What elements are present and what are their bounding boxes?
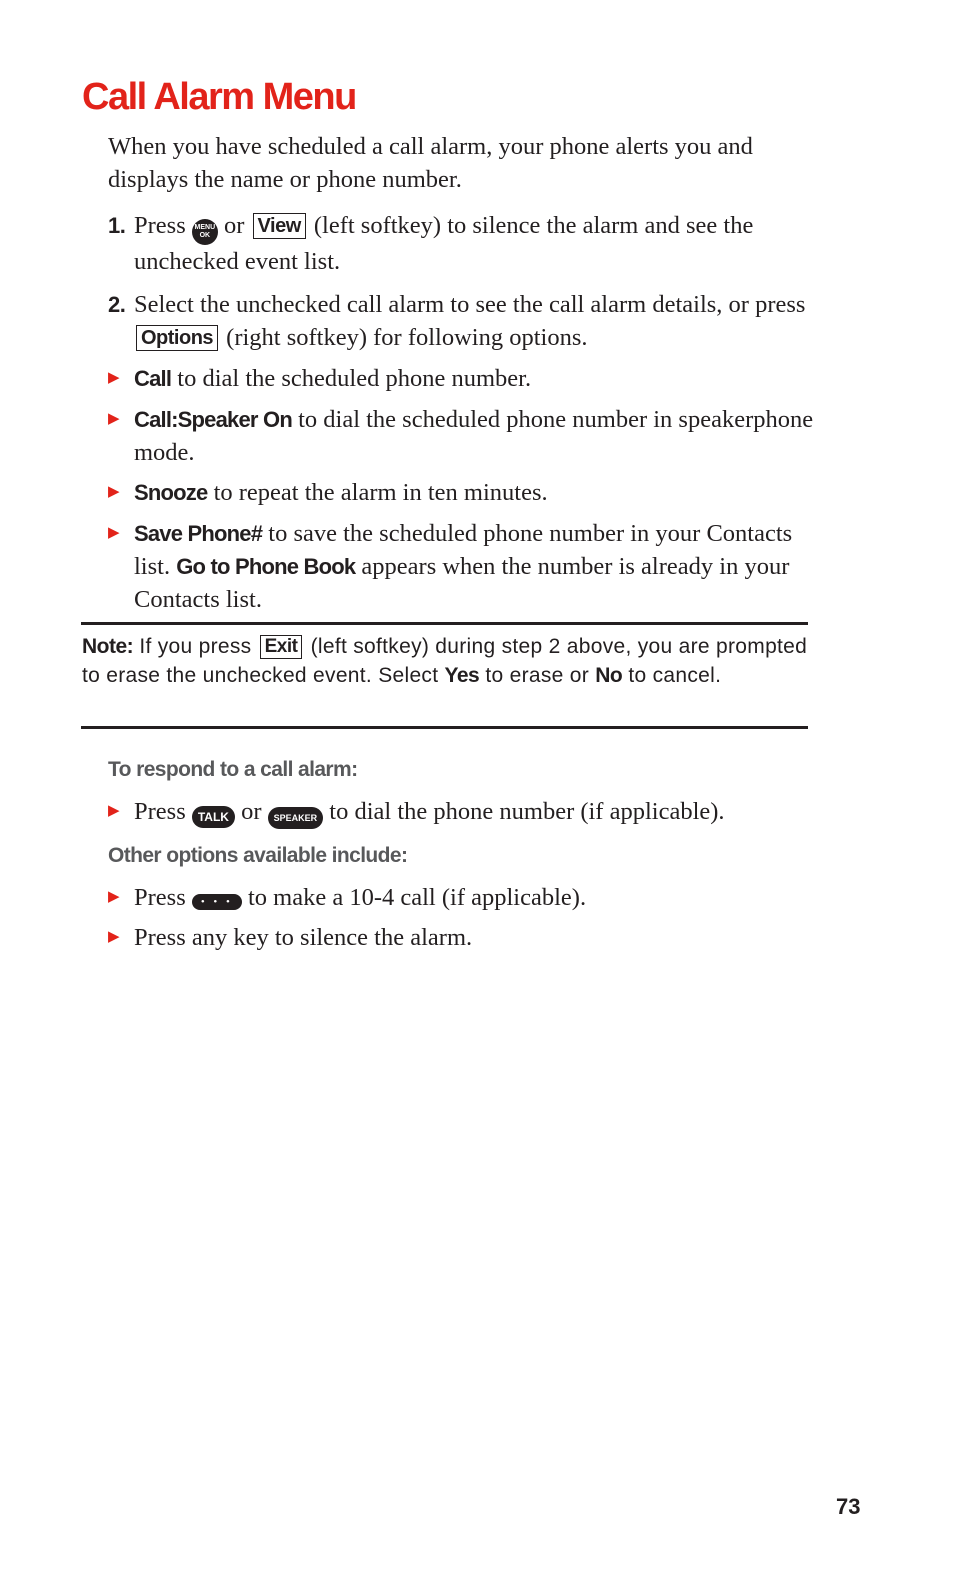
other-option-10-4: ▶ Press • • • to make a 10-4 call (if applicable). (108, 881, 818, 914)
option-save-phone: ▶ Save Phone# to save the scheduled phone number in your Contacts list. Go to Phone Book appears when the number is already in your Contacts list. (108, 517, 818, 616)
other-options-heading: Other options available include: (108, 844, 408, 867)
note-bottom-rule (81, 726, 808, 729)
step-1 (108, 209, 818, 278)
talk-key-icon: TALK (192, 806, 235, 828)
option-keyword: Call:Speaker On (134, 407, 292, 432)
option-snooze: ▶ Snooze to repeat the alarm in ten minutes. (108, 476, 818, 509)
note-no: No (595, 664, 623, 687)
softkey-view: View (253, 213, 306, 239)
option-call-speaker-on: ▶ Call:Speaker On to dial the scheduled phone number in speakerphone mode. (108, 403, 818, 469)
note-label: Note: (82, 635, 134, 658)
bullet-arrow-icon: ▶ (108, 411, 120, 427)
option-keyword: Call (134, 366, 172, 391)
intro-paragraph: When you have scheduled a call alarm, your phone alerts you and displays the name or phone number. (108, 133, 753, 193)
softkey-exit: Exit (260, 635, 303, 659)
speaker-key-icon: SPEAKER (268, 807, 324, 829)
note-top-rule (81, 622, 808, 625)
bullet-arrow-icon: ▶ (108, 525, 120, 541)
step-number: 2. (108, 292, 126, 317)
step-2 (108, 288, 818, 354)
note-yes: Yes (444, 664, 480, 687)
other-option-silence: ▶ Press any key to silence the alarm. (108, 921, 818, 954)
step-number: 1. (108, 213, 126, 238)
ptt-key-icon: • • • (192, 894, 242, 910)
bullet-arrow-icon: ▶ (108, 484, 120, 500)
note-box: Note: If you press Exit (left softkey) during step 2 above, you are prompted to erase the unchecked event. Select Yes to erase or No to cancel. (82, 635, 808, 687)
option-keyword: Snooze (134, 480, 208, 505)
step-text: Press MENU OK or View (left softkey) to silence the alarm and see the unchecked event list. (134, 212, 754, 275)
option-call: ▶ Call to dial the scheduled phone number. (108, 362, 818, 395)
bullet-arrow-icon: ▶ (108, 889, 120, 905)
page-title: Call Alarm Menu (82, 76, 356, 118)
bullet-arrow-icon: ▶ (108, 803, 120, 819)
bullet-arrow-icon: ▶ (108, 370, 120, 386)
page-number: 73 (836, 1494, 861, 1519)
respond-heading: To respond to a call alarm: (108, 758, 358, 781)
option-keyword: Save Phone# (134, 521, 263, 546)
option-keyword-secondary: Go to Phone Book (176, 554, 356, 579)
softkey-options: Options (136, 325, 218, 351)
respond-item: ▶ Press TALK or SPEAKER to dial the phone number (if applicable). (108, 795, 818, 829)
bullet-arrow-icon: ▶ (108, 929, 120, 945)
menu-ok-key-icon: MENU OK (192, 219, 218, 245)
step-text: Select the unchecked call alarm to see the call alarm details, or press Options (right softkey) for following options. (134, 291, 806, 351)
